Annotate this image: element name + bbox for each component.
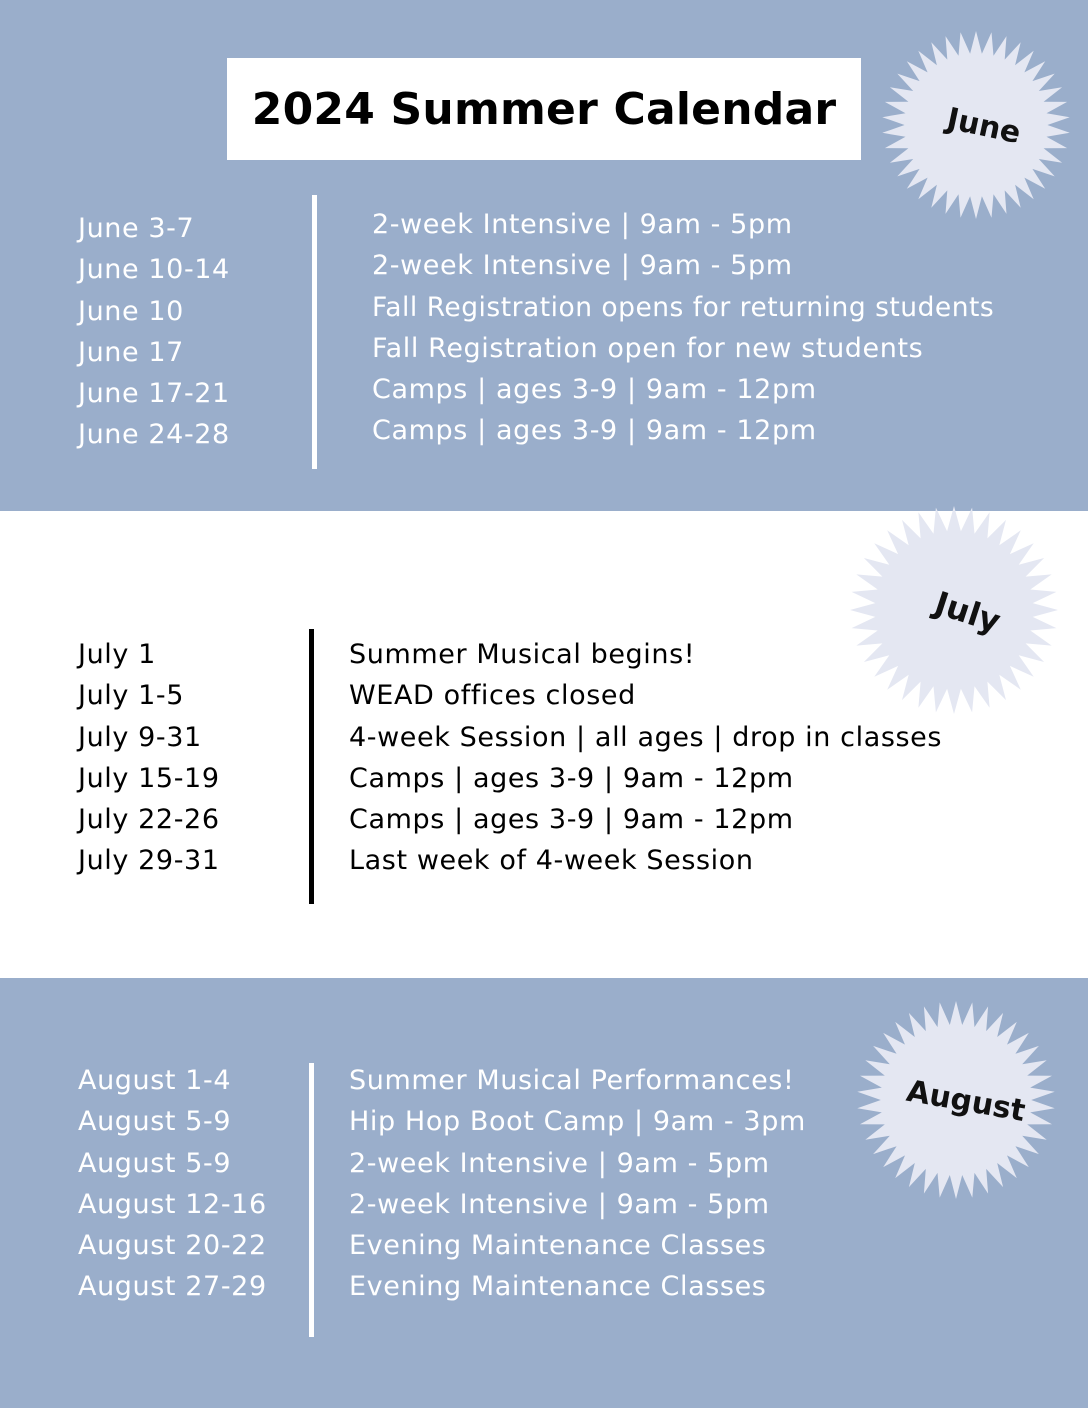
event-label: Summer Musical begins! bbox=[349, 639, 696, 670]
june-starburst bbox=[868, 30, 1084, 220]
event-label: Fall Registration open for new students bbox=[372, 332, 924, 364]
event-label: Evening Maintenance Classes bbox=[349, 1271, 767, 1303]
date-label: June 17 bbox=[78, 336, 184, 368]
august-events bbox=[349, 1060, 806, 1308]
event-label: 2-week Intensive | 9am - 5pm bbox=[349, 1188, 770, 1220]
date-label: July 29-31 bbox=[78, 845, 220, 877]
june-dates bbox=[78, 208, 230, 456]
august-dates bbox=[78, 1060, 267, 1308]
june-divider bbox=[312, 195, 317, 469]
event-label: 2-week Intensive | 9am - 5pm bbox=[349, 1147, 770, 1179]
event-label: Summer Musical Performances! bbox=[349, 1065, 795, 1096]
july-badge: July bbox=[930, 583, 1006, 641]
date-label: August 27-29 bbox=[78, 1271, 267, 1303]
event-label: Camps | ages 3-9 | 9am - 12pm bbox=[372, 374, 817, 406]
july-divider bbox=[309, 629, 314, 904]
date-label: July 15-19 bbox=[78, 762, 220, 794]
event-label: 2-week Intensive | 9am - 5pm bbox=[372, 250, 793, 282]
july-dates bbox=[78, 634, 220, 882]
event-label: Camps | ages 3-9 | 9am - 12pm bbox=[349, 762, 794, 794]
date-label: June 17-21 bbox=[78, 378, 230, 410]
date-label: June 24-28 bbox=[78, 419, 230, 451]
event-label: Hip Hop Boot Camp | 9am - 3pm bbox=[349, 1106, 806, 1138]
event-label: WEAD offices closed bbox=[349, 680, 636, 712]
event-label: Evening Maintenance Classes bbox=[349, 1230, 767, 1262]
date-label: August 5-9 bbox=[78, 1106, 232, 1138]
title-box bbox=[227, 58, 861, 160]
august-starburst bbox=[848, 1000, 1064, 1200]
date-label: June 10-14 bbox=[78, 254, 230, 286]
date-label: June 3-7 bbox=[78, 213, 195, 244]
june-badge: June bbox=[943, 100, 1024, 151]
event-label: 2-week Intensive | 9am - 5pm bbox=[372, 209, 793, 240]
event-label: 4-week Session | all ages | drop in classes bbox=[349, 721, 943, 753]
date-label: August 5-9 bbox=[78, 1147, 232, 1179]
event-label: Fall Registration opens for returning students bbox=[372, 291, 995, 323]
date-label: July 1-5 bbox=[78, 680, 185, 712]
date-label: August 1-4 bbox=[78, 1065, 232, 1096]
event-label: Camps | ages 3-9 | 9am - 12pm bbox=[372, 415, 817, 447]
august-badge: August bbox=[903, 1073, 1028, 1129]
date-label: July 1 bbox=[78, 639, 156, 670]
date-label: August 20-22 bbox=[78, 1230, 267, 1262]
july-events bbox=[349, 634, 942, 882]
august-divider bbox=[309, 1063, 314, 1337]
event-label: Last week of 4-week Session bbox=[349, 845, 754, 877]
event-label: Camps | ages 3-9 | 9am - 12pm bbox=[349, 804, 794, 836]
page-title: 2024 Summer Calendar bbox=[251, 83, 837, 135]
date-label: July 9-31 bbox=[78, 721, 202, 753]
date-label: August 12-16 bbox=[78, 1188, 267, 1220]
june-events bbox=[372, 204, 994, 452]
date-label: June 10 bbox=[78, 295, 184, 327]
date-label: July 22-26 bbox=[78, 804, 220, 836]
